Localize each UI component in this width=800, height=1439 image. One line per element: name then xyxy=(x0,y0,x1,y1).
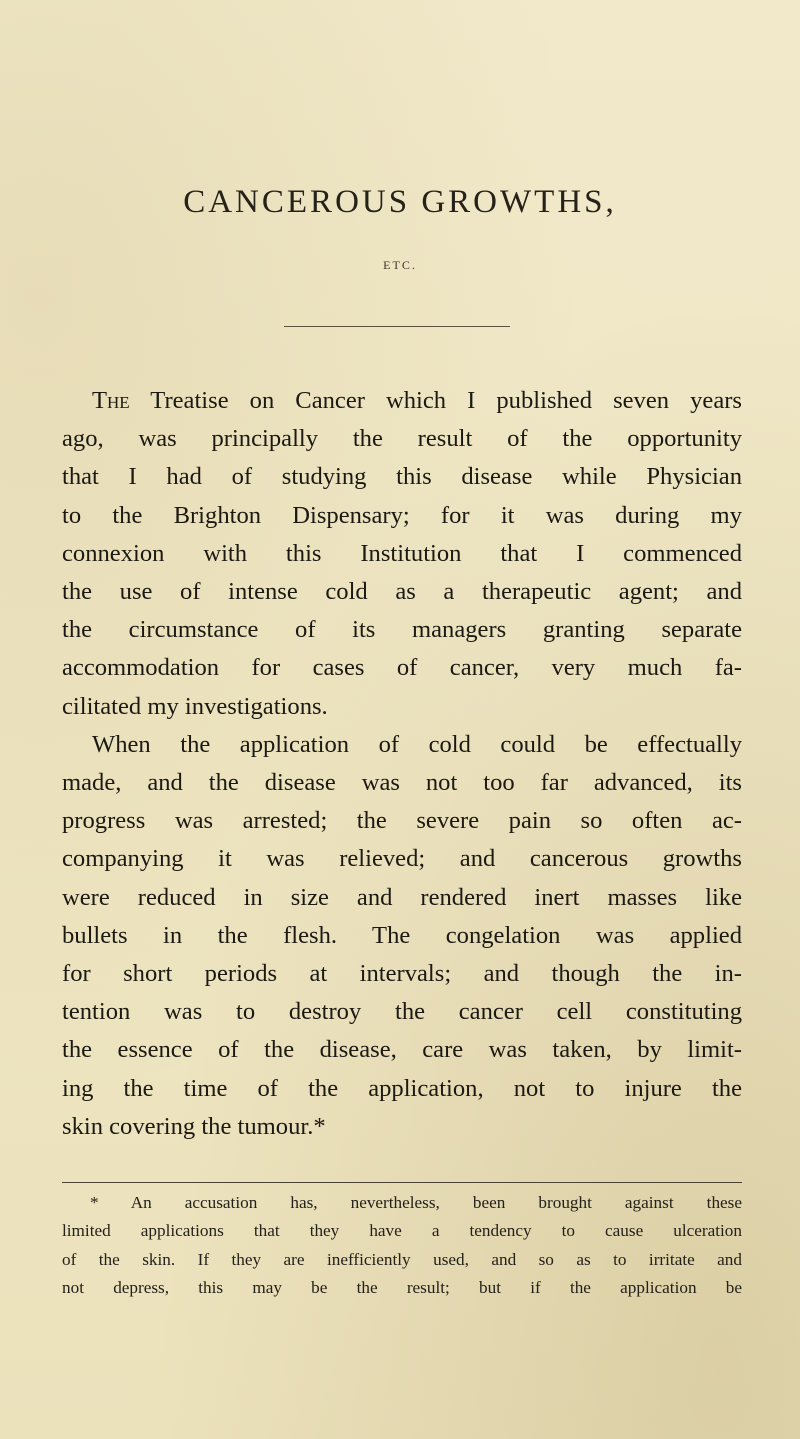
body-line: to the Brighton Dispensary; for it was during my xyxy=(62,501,742,529)
body-line: progress was arrested; the severe pain so often ac- xyxy=(62,807,742,835)
body-line: companying it was relieved; and cancerous growths xyxy=(62,845,742,873)
footnote xyxy=(62,1189,742,1303)
body-line: tention was to destroy the cancer cell constituting xyxy=(62,998,742,1026)
body-line xyxy=(62,382,742,420)
body-line: that I had of studying this disease while Physician xyxy=(62,463,742,491)
body-line: ing the time of the application, not to injure the xyxy=(62,1074,742,1102)
footnote-divider xyxy=(62,1182,742,1183)
body-line: made, and the disease was not too far advanced, its xyxy=(62,769,742,797)
body-line: ago, was principally the result of the opportunity xyxy=(62,425,742,453)
page-title: CANCEROUS GROWTHS, xyxy=(183,184,617,220)
body-line: for short periods at intervals; and though the in- xyxy=(62,960,742,988)
opening-word: The xyxy=(92,387,130,414)
body-line: cilitated my investigations. xyxy=(62,692,328,720)
body-line: When the application of cold could be effectually xyxy=(92,730,742,758)
page-subtitle: ETC. xyxy=(383,258,417,272)
body-paragraphs xyxy=(62,382,742,1146)
body-line: connexion with this Institution that I commenced xyxy=(62,539,742,567)
footnote-line: limited applications that they have a tendency to cause ulceration xyxy=(62,1221,742,1241)
body-line: the use of intense cold as a therapeutic agent; and xyxy=(62,578,742,606)
body-line: skin covering the tumour.* xyxy=(62,1112,326,1140)
title-divider xyxy=(284,326,510,327)
body-line: were reduced in size and rendered inert masses like xyxy=(62,883,742,911)
body-line: bullets in the flesh. The congelation was applied xyxy=(62,921,742,949)
body-line: the circumstance of its managers granting separate xyxy=(62,616,742,644)
footnote-line: of the skin. If they are inefficiently used, and so as to irritate and xyxy=(62,1249,742,1269)
body-line: accommodation for cases of cancer, very much fa- xyxy=(62,654,742,682)
body-line: the essence of the disease, care was taken, by limit- xyxy=(62,1036,742,1064)
body-line-text: Treatise on Cancer which I published seven years xyxy=(129,387,742,414)
footnote-line: not depress, this may be the result; but if the application be xyxy=(62,1278,742,1298)
footnote-line: * An accusation has, nevertheless, been brought against these xyxy=(90,1193,742,1212)
